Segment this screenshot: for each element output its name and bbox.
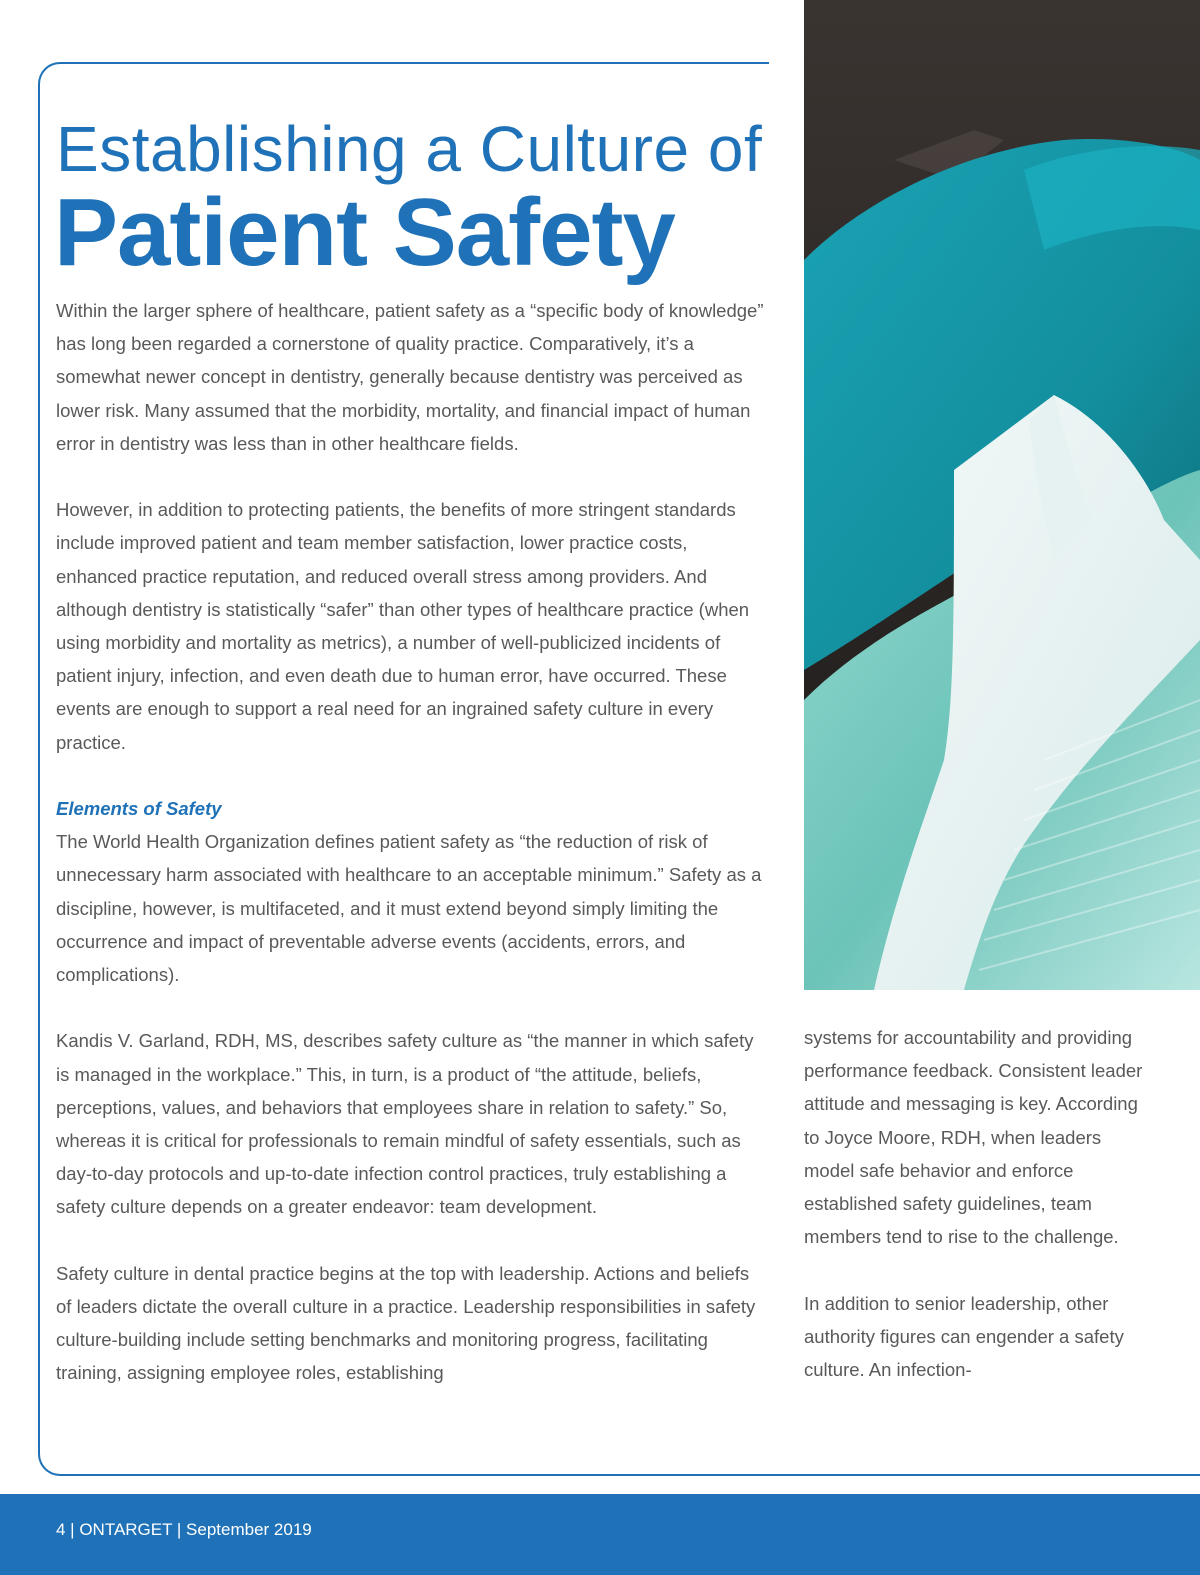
body-paragraph: Kandis V. Garland, RDH, MS, describes safety culture as “the manner in which safety is managed in the workplace.” This, in turn, is a product of “the attitude, beliefs, perceptions, values, and behaviors that employees share in relation to safety.” So, whereas it is critical for professionals to remain mindful of safety essentials, such as day-to-day protocols and up-to-date infection control practices, truly establishing a safety culture depends on a greater endeavor: team development. [56,1030,754,1218]
title-line-1: Establishing a Culture of [56,113,763,185]
body-paragraph: In addition to senior leadership, other authority figures can engender a safety culture. An infection- [804,1292,1124,1381]
title-line-2: Patient Safety [54,179,675,286]
body-paragraph: systems for accountability and providing performance feedback. Consistent leader attitude and messaging is key. According to Joyce Moore, RDH, when leaders model safe behavior and enforce established safety guidelines, team members tend to rise to the challenge. [804,1027,1143,1248]
body-paragraph: The World Health Organization defines patient safety as “the reduction of risk of unnecessary harm associated with healthcare to an acceptable minimum.” Safety as a discipline, however, is multifaceted, and it must extend beyond simply limiting the occurrence and impact of preventable adverse events (accidents, errors, and complications). [56,831,762,986]
dental-bib-photo [804,0,1200,990]
footer-page-info: 4 | ONTARGET | September 2019 [56,1520,312,1539]
body-paragraph: However, in addition to protecting patients, the benefits of more stringent standards include improved patient and team member satisfaction, lower practice costs, enhanced practice reputation, and reduced overall stress among providers. And although dentistry is statistically “safer” than other types of healthcare practice (when using morbidity and mortality as metrics), a number of well-publicized incidents of patient injury, infection, and even death due to human error, have occurred. These events are enough to support a real need for an ingrained safety culture in every practice. [56,499,750,753]
article-body-left-column [56,294,768,1423]
body-paragraph: Within the larger sphere of healthcare, patient safety as a “specific body of knowledge” has long been regarded a cornerstone of quality practice. Comparatively, it’s a somewhat newer concept in dentistry, generally because dentistry was perceived as lower risk. Many assumed that the morbidity, mortality, and financial impact of human error in dentistry was less than in other healthcare fields. [56,300,764,454]
page-footer [0,1494,1200,1575]
frame-bottom-rule [60,1474,1200,1476]
body-paragraph: Safety culture in dental practice begins at the top with leadership. Actions and beliefs of leaders dictate the overall culture in a practice. Leadership responsibilities in safety culture-building include setting benchmarks and monitoring progress, facilitating training, assigning employee roles, establishing [56,1262,756,1384]
article-body-right-column [804,1021,1144,1419]
section-heading: Elements of Safety [56,798,222,820]
